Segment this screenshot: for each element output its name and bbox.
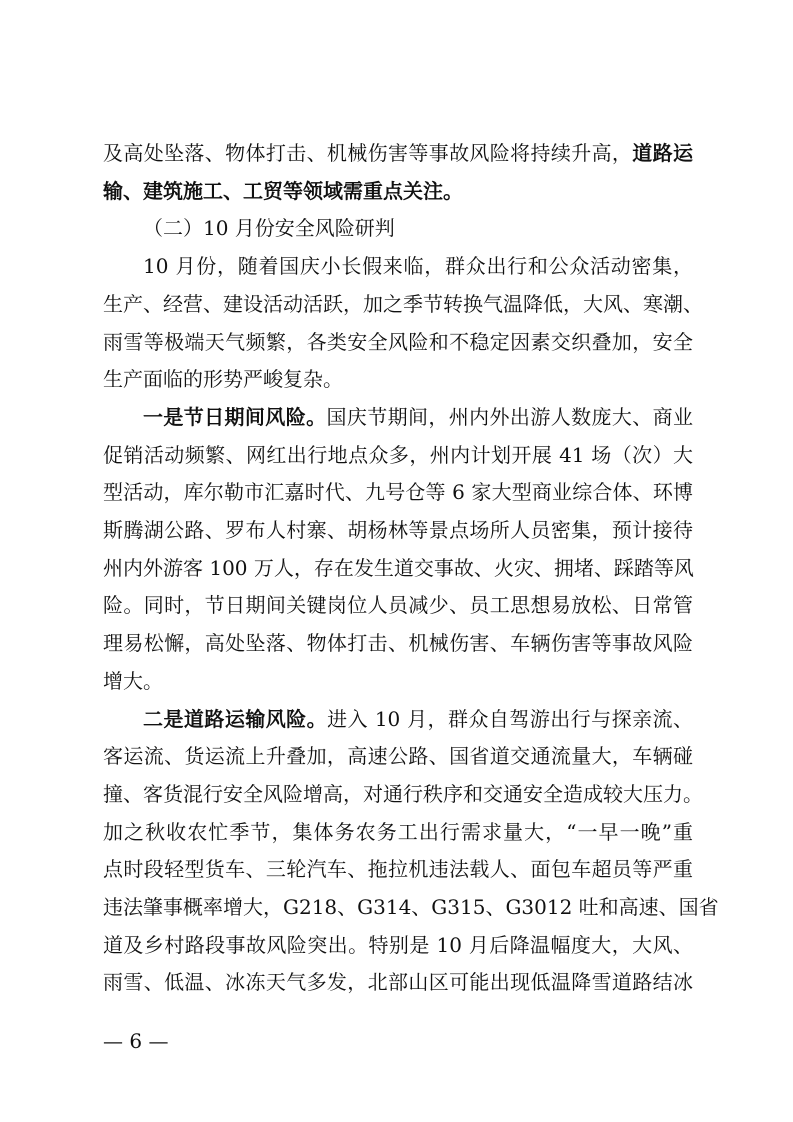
- text-run: 州内外游客 100 万人，存在发生道交事故、火灾、拥堵、踩踏等风: [103, 555, 694, 580]
- text-line: [103, 555, 694, 580]
- text-line: [103, 857, 693, 882]
- text-run: 进入 10 月，群众自驾游出行与探亲流、: [327, 706, 694, 731]
- text-line: [103, 781, 703, 806]
- text-line: [143, 404, 694, 429]
- text-line: [103, 970, 693, 995]
- text-run: 点时段轻型货车、三轮汽车、拖拉机违法载人、面包车超员等严重: [103, 857, 693, 882]
- text-run: 促销活动频繁、网红出行地点众多，州内计划开展 41 场（次）大: [103, 442, 693, 467]
- text-line: [103, 819, 693, 844]
- text-line: [103, 932, 693, 957]
- text-run: 10 月份，随着国庆小长假来临，群众出行和公众活动密集，: [143, 254, 693, 279]
- text-line: [103, 178, 693, 203]
- text-line: [143, 216, 693, 241]
- text-run: 违法肇事概率增大，G218、G314、G315、G3012 吐和高速、国省: [103, 895, 719, 919]
- text-line: [103, 520, 693, 540]
- bold-text-run: 二是道路运输风险。: [143, 706, 328, 731]
- text-run: 雨雪等极端天气频繁，各类安全风险和不稳定因素交织叠加，安全: [103, 329, 693, 354]
- text-line: [143, 254, 693, 279]
- text-run: 型活动，库尔勒市汇嘉时代、九号仓等 6 家大型商业综合体、环博: [103, 480, 693, 505]
- text-run: 撞、客货混行安全风险增高，对通行秩序和交通安全造成较大压力。: [103, 781, 703, 806]
- text-run: 险。同时，节日期间关键岗位人员减少、员工思想易放松、日常管: [103, 593, 693, 618]
- text-line: [103, 895, 719, 919]
- text-line: [143, 706, 694, 731]
- text-run: 增大。: [103, 668, 163, 693]
- text-line: [103, 593, 693, 618]
- text-run: 斯腾湖公路、罗布人村寨、胡杨林等景点场所人员密集，预计接待: [103, 518, 693, 542]
- text-line: [103, 329, 693, 354]
- text-line: [103, 291, 703, 316]
- text-run: 客运流、货运流上升叠加，高速公路、国省道交通流量大，车辆碰: [103, 744, 693, 769]
- page-number: — 6 —: [103, 1029, 169, 1053]
- text-run: 理易松懈，高处坠落、物体打击、机械伤害、车辆伤害等事故风险: [103, 631, 693, 656]
- text-run: 及高处坠落、物体打击、机械伤害等事故风险将持续升高，: [103, 141, 633, 165]
- text-run: 加之秋收农忙季节，集体务农务工出行需求量大，“一早一晚”重: [103, 819, 693, 844]
- text-run: 国庆节期间，州内外出游人数庞大、商业: [326, 404, 694, 429]
- text-run: 生产、经营、建设活动活跃，加之季节转换气温降低，大风、寒潮、: [103, 291, 703, 316]
- text-line: [103, 367, 693, 392]
- text-run: 雨雪、低温、冰冻天气多发，北部山区可能出现低温降雪道路结冰: [103, 970, 693, 995]
- text-line: [103, 668, 693, 693]
- text-line: [103, 631, 693, 656]
- text-run: 道及乡村路段事故风险突出。特别是 10 月后降温幅度大，大风、: [103, 932, 693, 957]
- text-run: 生产面临的形势严峻复杂。: [103, 367, 343, 392]
- bold-text-run: 一是节日期间风险。: [143, 404, 327, 429]
- bold-text-run: 输、建筑施工、工贸等领域需重点关注。: [103, 178, 463, 203]
- text-run: （二）10 月份安全风险研判: [143, 216, 395, 241]
- text-line: [103, 744, 693, 769]
- text-line: [103, 480, 693, 505]
- text-line: [103, 143, 693, 163]
- bold-text-run: 道路运: [632, 141, 694, 165]
- text-line: [103, 442, 693, 467]
